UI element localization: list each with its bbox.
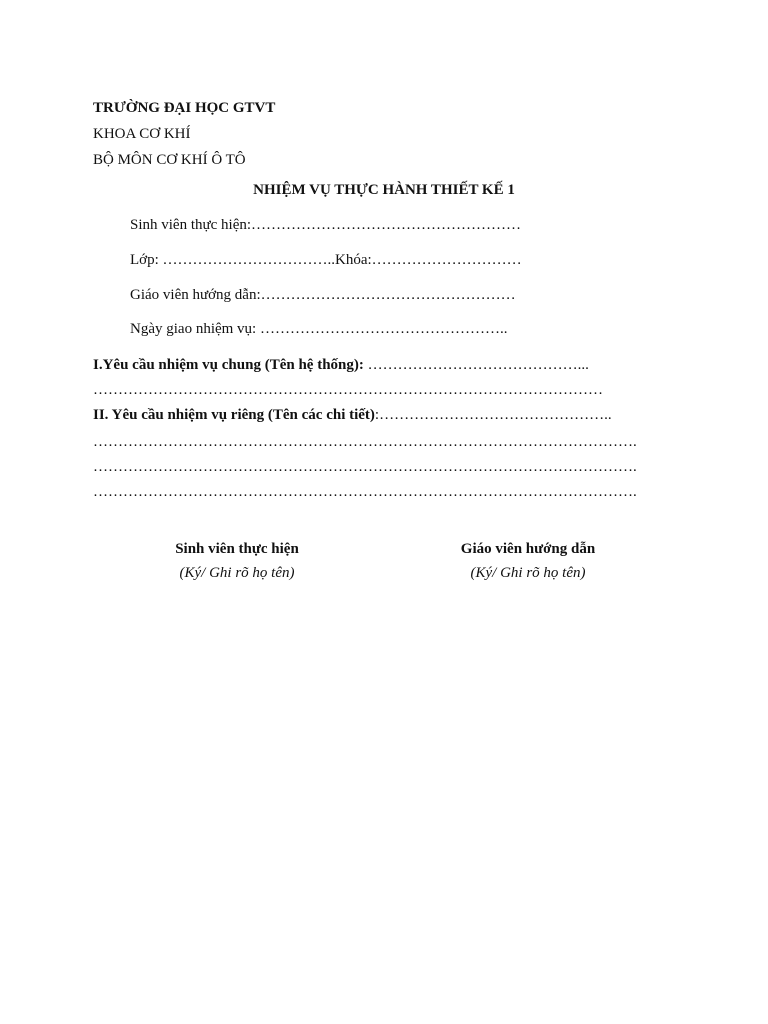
assign-date-field: Ngày giao nhiệm vụ: ………………………………………….. xyxy=(130,321,508,337)
student-signature-title: Sinh viên thực hiện xyxy=(175,541,299,557)
student-field: Sinh viên thực hiện:……………………………………………… xyxy=(130,217,522,233)
specific-requirement-label: II. Yêu cầu nhiệm vụ riêng (Tên các chi tiết) xyxy=(93,407,375,423)
general-requirement-label: I.Yêu cầu nhiệm vụ chung (Tên hệ thống): xyxy=(93,357,364,373)
dotted-line: ………………………………………………………………………………………………. xyxy=(93,434,637,450)
general-requirement-dots: ……………………………………... xyxy=(363,357,589,373)
dotted-line: ………………………………………………………………………………………………. xyxy=(93,484,637,500)
teacher-signature-title: Giáo viên hướng dẫn xyxy=(460,541,596,557)
teacher-signature-block xyxy=(398,539,658,583)
school-name: TRƯỜNG ĐẠI HỌC GTVT xyxy=(93,100,276,116)
dotted-line: ………………………………………………………………………………………………. xyxy=(93,459,637,475)
specific-requirement xyxy=(93,405,612,425)
class-field: Lớp: ……………………………..Khóa:………………………… xyxy=(130,252,522,268)
student-signature-note: (Ký/ Ghi rõ họ tên) xyxy=(179,565,295,581)
student-signature-block xyxy=(107,539,367,583)
specific-requirement-dots: :……………………………………….. xyxy=(374,407,612,423)
general-requirement xyxy=(93,355,589,375)
teacher-field: Giáo viên hướng dẫn:…………………………………………… xyxy=(130,287,516,303)
teacher-signature-note: (Ký/ Ghi rõ họ tên) xyxy=(470,565,586,581)
department-name: BỘ MÔN CƠ KHÍ Ô TÔ xyxy=(93,152,246,168)
faculty-name: KHOA CƠ KHÍ xyxy=(93,126,191,142)
general-requirement-continuation: ………………………………………………………………………………………… xyxy=(93,382,603,398)
document-title: NHIỆM VỤ THỰC HÀNH THIẾT KẾ 1 xyxy=(253,182,515,198)
